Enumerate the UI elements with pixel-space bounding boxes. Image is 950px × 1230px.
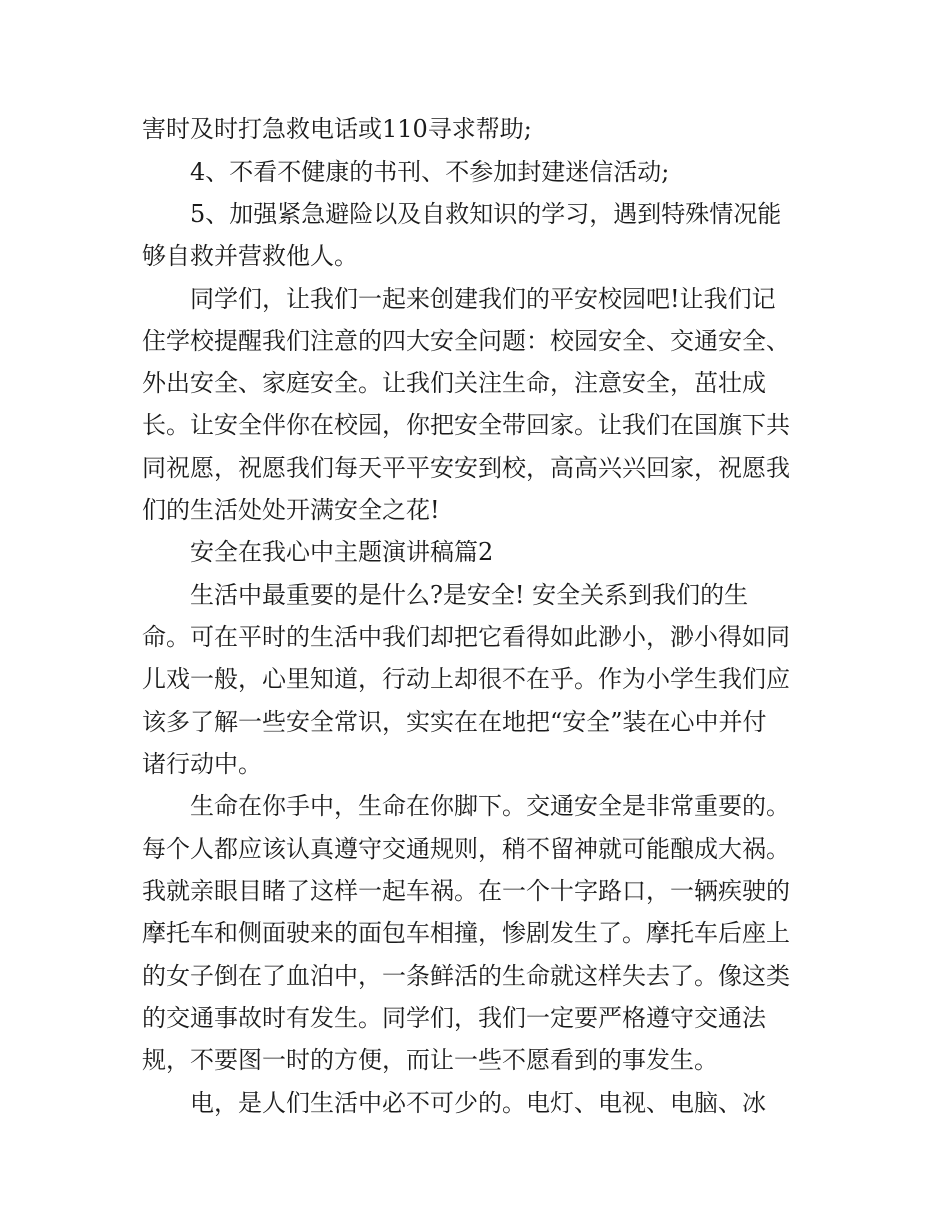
text-line-21: 的女子倒在了血泊中，一条鲜活的生命就这样失去了。像这类 [142,962,790,990]
text-line-3: 5、加强紧急避险以及自救知识的学习，遇到特殊情况能 [190,200,782,228]
text-line-12: 生活中最重要的是什么?是安全! 安全关系到我们的生 [190,581,749,609]
text-line-2: 4、不看不健康的书刊、不参加封建迷信活动; [190,158,670,186]
section-heading: 安全在我心中主题演讲稿篇2 [190,538,494,566]
text-line-17: 生命在你手中，生命在你脚下。交通安全是非常重要的。 [190,792,790,820]
text-line-16: 诸行动中。 [142,750,262,778]
text-line-7: 外出安全、家庭安全。让我们关注生命，注意安全，茁壮成 [142,369,766,397]
text-line-23: 规，不要图一时的方便，而让一些不愿看到的事发生。 [142,1046,718,1074]
text-line-4: 够自救并营救他人。 [142,242,358,270]
text-line-10: 们的生活处处开满安全之花! [142,496,440,524]
text-line-9: 同祝愿，祝愿我们每天平平安安到校，高高兴兴回家，祝愿我 [142,454,790,482]
text-line-6: 住学校提醒我们注意的四大安全问题：校园安全、交通安全、 [142,327,790,355]
text-line-22: 的交通事故时有发生。同学们，我们一定要严格遵守交通法 [142,1004,766,1032]
text-line-14: 儿戏一般，心里知道，行动上却很不在乎。作为小学生我们应 [142,665,790,693]
text-line-18: 每个人都应该认真遵守交通规则，稍不留神就可能酿成大祸。 [142,835,790,863]
text-line-24: 电，是人们生活中必不可少的。电灯、电视、电脑、冰 [190,1089,766,1117]
text-line-1: 害时及时打急救电话或110寻求帮助; [142,115,532,143]
text-line-13: 命。可在平时的生活中我们却把它看得如此渺小，渺小得如同 [142,623,790,651]
text-line-8: 长。让安全伴你在校园，你把安全带回家。让我们在国旗下共 [142,411,790,439]
text-line-15: 该多了解一些安全常识，实实在在地把“安全”装在心中并付 [142,708,767,736]
text-line-19: 我就亲眼目睹了这样一起车祸。在一个十字路口，一辆疾驶的 [142,877,790,905]
text-line-5: 同学们，让我们一起来创建我们的平安校园吧!让我们记 [190,285,776,313]
text-line-20: 摩托车和侧面驶来的面包车相撞，惨剧发生了。摩托车后座上 [142,919,790,947]
